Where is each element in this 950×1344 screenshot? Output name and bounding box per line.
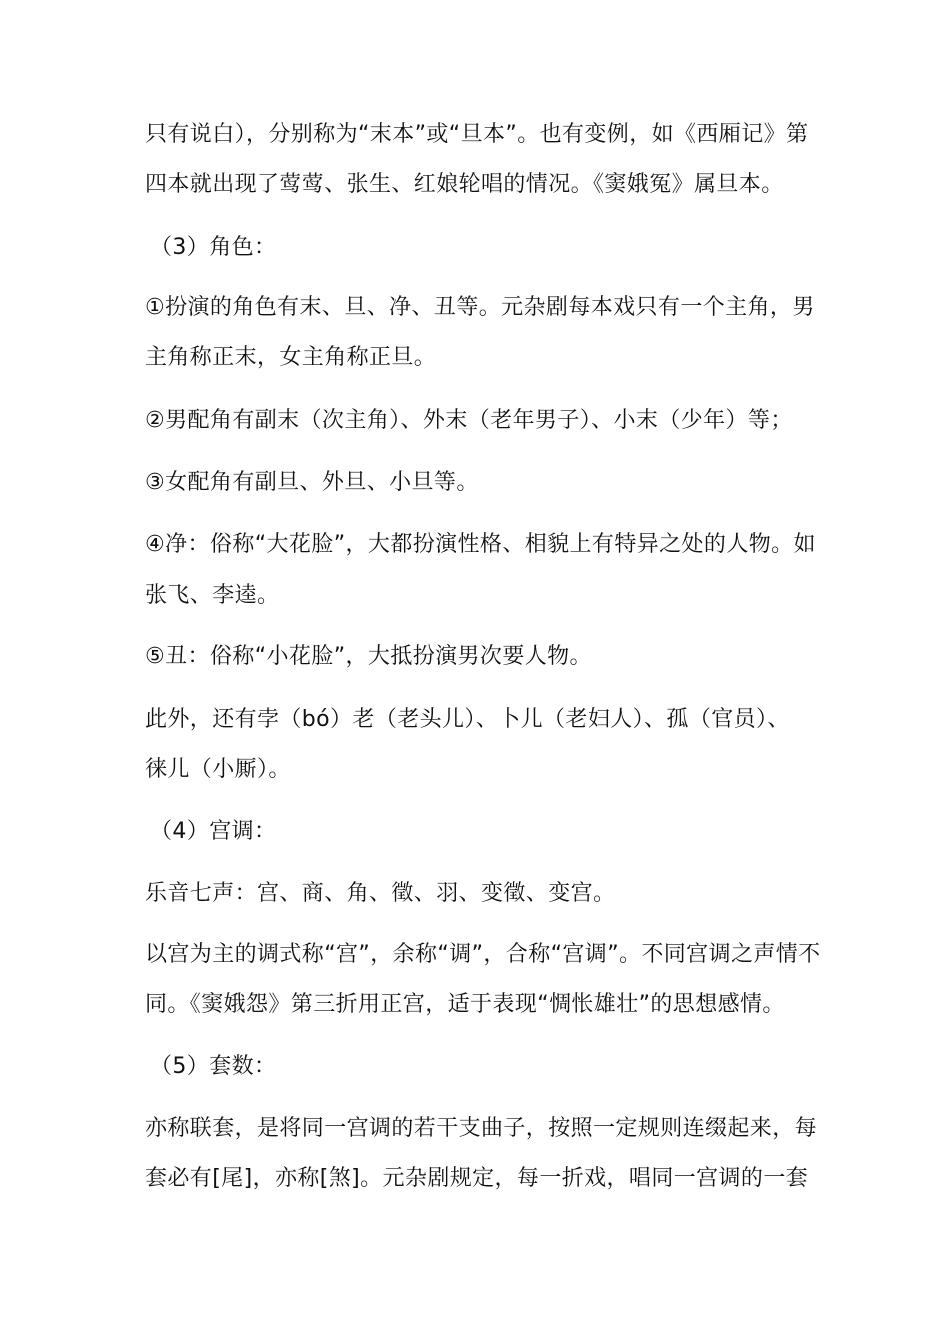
paragraph-line: 只有说白），分别称为“末本”或“旦本”。也有变例，如《西厢记》第 bbox=[145, 122, 809, 147]
paragraph-line: 同。《窦娥怨》第三折用正宫，适于表现“惆怅雄壮”的思想感情。 bbox=[145, 992, 785, 1017]
paragraph-line: ②男配角有副末（次主角）、外末（老年男子）、小末（少年）等； bbox=[145, 408, 793, 433]
section-heading-suites: （5）套数： bbox=[150, 1054, 277, 1079]
paragraph-line: 以宫为主的调式称“宫”，余称“调”，合称“宫调”。不同宫调之声情不 bbox=[145, 942, 821, 967]
paragraph-line: 张飞、李逵。 bbox=[145, 583, 280, 608]
paragraph-line: 此外，还有孛（bó）老（老头儿）、卜儿（老妇人）、孤（官员）、 bbox=[145, 707, 790, 732]
paragraph-line: 乐音七声：宫、商、角、徵、羽、变徵、变宫。 bbox=[145, 881, 616, 906]
paragraph-line: ④净：俗称“大花脸”，大都扮演性格、相貌上有特异之处的人物。如 bbox=[145, 532, 816, 557]
paragraph-line: ①扮演的角色有末、旦、净、丑等。元杂剧每本戏只有一个主角，男 bbox=[145, 295, 815, 320]
section-heading-roles: （3）角色： bbox=[150, 235, 277, 260]
paragraph-line: 徕儿（小厮）。 bbox=[145, 757, 291, 782]
paragraph-line: ⑤丑：俗称“小花脸”，大抵扮演男次要人物。 bbox=[145, 644, 592, 669]
paragraph-line: 主角称正末，女主角称正旦。 bbox=[145, 345, 437, 370]
paragraph-line: ③女配角有副旦、外旦、小旦等。 bbox=[145, 470, 479, 495]
section-heading-modes: （4）宫调： bbox=[150, 819, 277, 844]
paragraph-line: 四本就出现了莺莺、张生、红娘轮唱的情况。《窦娥冤》属旦本。 bbox=[145, 172, 784, 197]
paragraph-line: 套必有[尾]，亦称[煞]。元杂剧规定，每一折戏，唱同一宫调的一套 bbox=[145, 1166, 809, 1191]
paragraph-line: 亦称联套，是将同一宫调的若干支曲子，按照一定规则连缀起来，每 bbox=[145, 1116, 818, 1141]
